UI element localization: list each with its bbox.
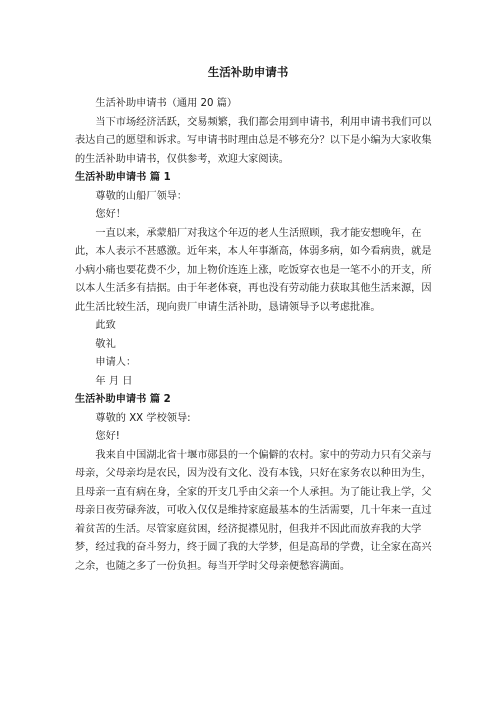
section-heading: 生活补助申请书 篇 1 bbox=[75, 172, 171, 183]
closing-line: 此致 bbox=[95, 320, 116, 331]
section-heading: 生活补助申请书 篇 2 bbox=[75, 394, 171, 405]
body-paragraph: 一直以来，承蒙船厂对我这个年迈的老人生活照顾，我才能安想晚年，在此，本人表示不甚感激。近年来，本人年事渐高，体弱多病，如今看病贵，就是小病小痛也要花费不少，加上物价连连上涨，吃饭穿衣也是一笔不小的开支，所以本人生活多有拮据。由于年老体衰，再也没有劳动能力获取其他生活来源，因此生活比较生活，现向贵厂申请生活补助，恳请领导予以考虑批准。 bbox=[75, 227, 432, 313]
closing-regards: 敬礼 bbox=[95, 338, 116, 350]
greeting: 您好！ bbox=[95, 209, 126, 220]
intro-paragraph: 当下市场经济活跃，交易频繁，我们都会用到申请书，利用申请书我们可以表达自己的愿望和诉求。写申请书时理由总是不够充分？以下是小编为大家收集的生活补助申请书，仅供参考，欢迎大家阅读。 bbox=[75, 116, 432, 165]
applicant-line: 申请人： bbox=[95, 357, 137, 368]
date-line: 年 月 日 bbox=[95, 375, 133, 387]
body-paragraph: 我来自中国湖北省十堰市郧县的一个偏僻的农村。家中的劳动力只有父亲与母亲，父母亲均是农民，因为没有文化、没有本钱，只好在家务农以种田为生，且母亲一直有病在身，全家的开支几乎由父亲一个人承担。为了能让我上学，父母亲日夜劳碌奔波，可收入仅仅是维持家庭最基本的生活需要，几十年来一直过着贫苦的生活。尽管家庭贫困，经济捉襟见肘，但我并不因此而放弃我的大学梦，经过我的奋斗努力，终于圆了我的大学梦，但是高昂的学费，让全家在高兴之余，也随之多了一份负担。每当开学时父母亲便愁容满面。 bbox=[75, 449, 432, 572]
salutation: 尊敬的山船厂领导： bbox=[95, 190, 188, 202]
intro-subtitle: 生活补助申请书（通用 20 篇） bbox=[95, 98, 238, 109]
salutation: 尊敬的 XX 学校领导: bbox=[95, 412, 191, 424]
greeting: 您好! bbox=[95, 431, 120, 442]
document-title: 生活补助申请书 bbox=[207, 65, 289, 79]
document-body bbox=[75, 95, 435, 576]
